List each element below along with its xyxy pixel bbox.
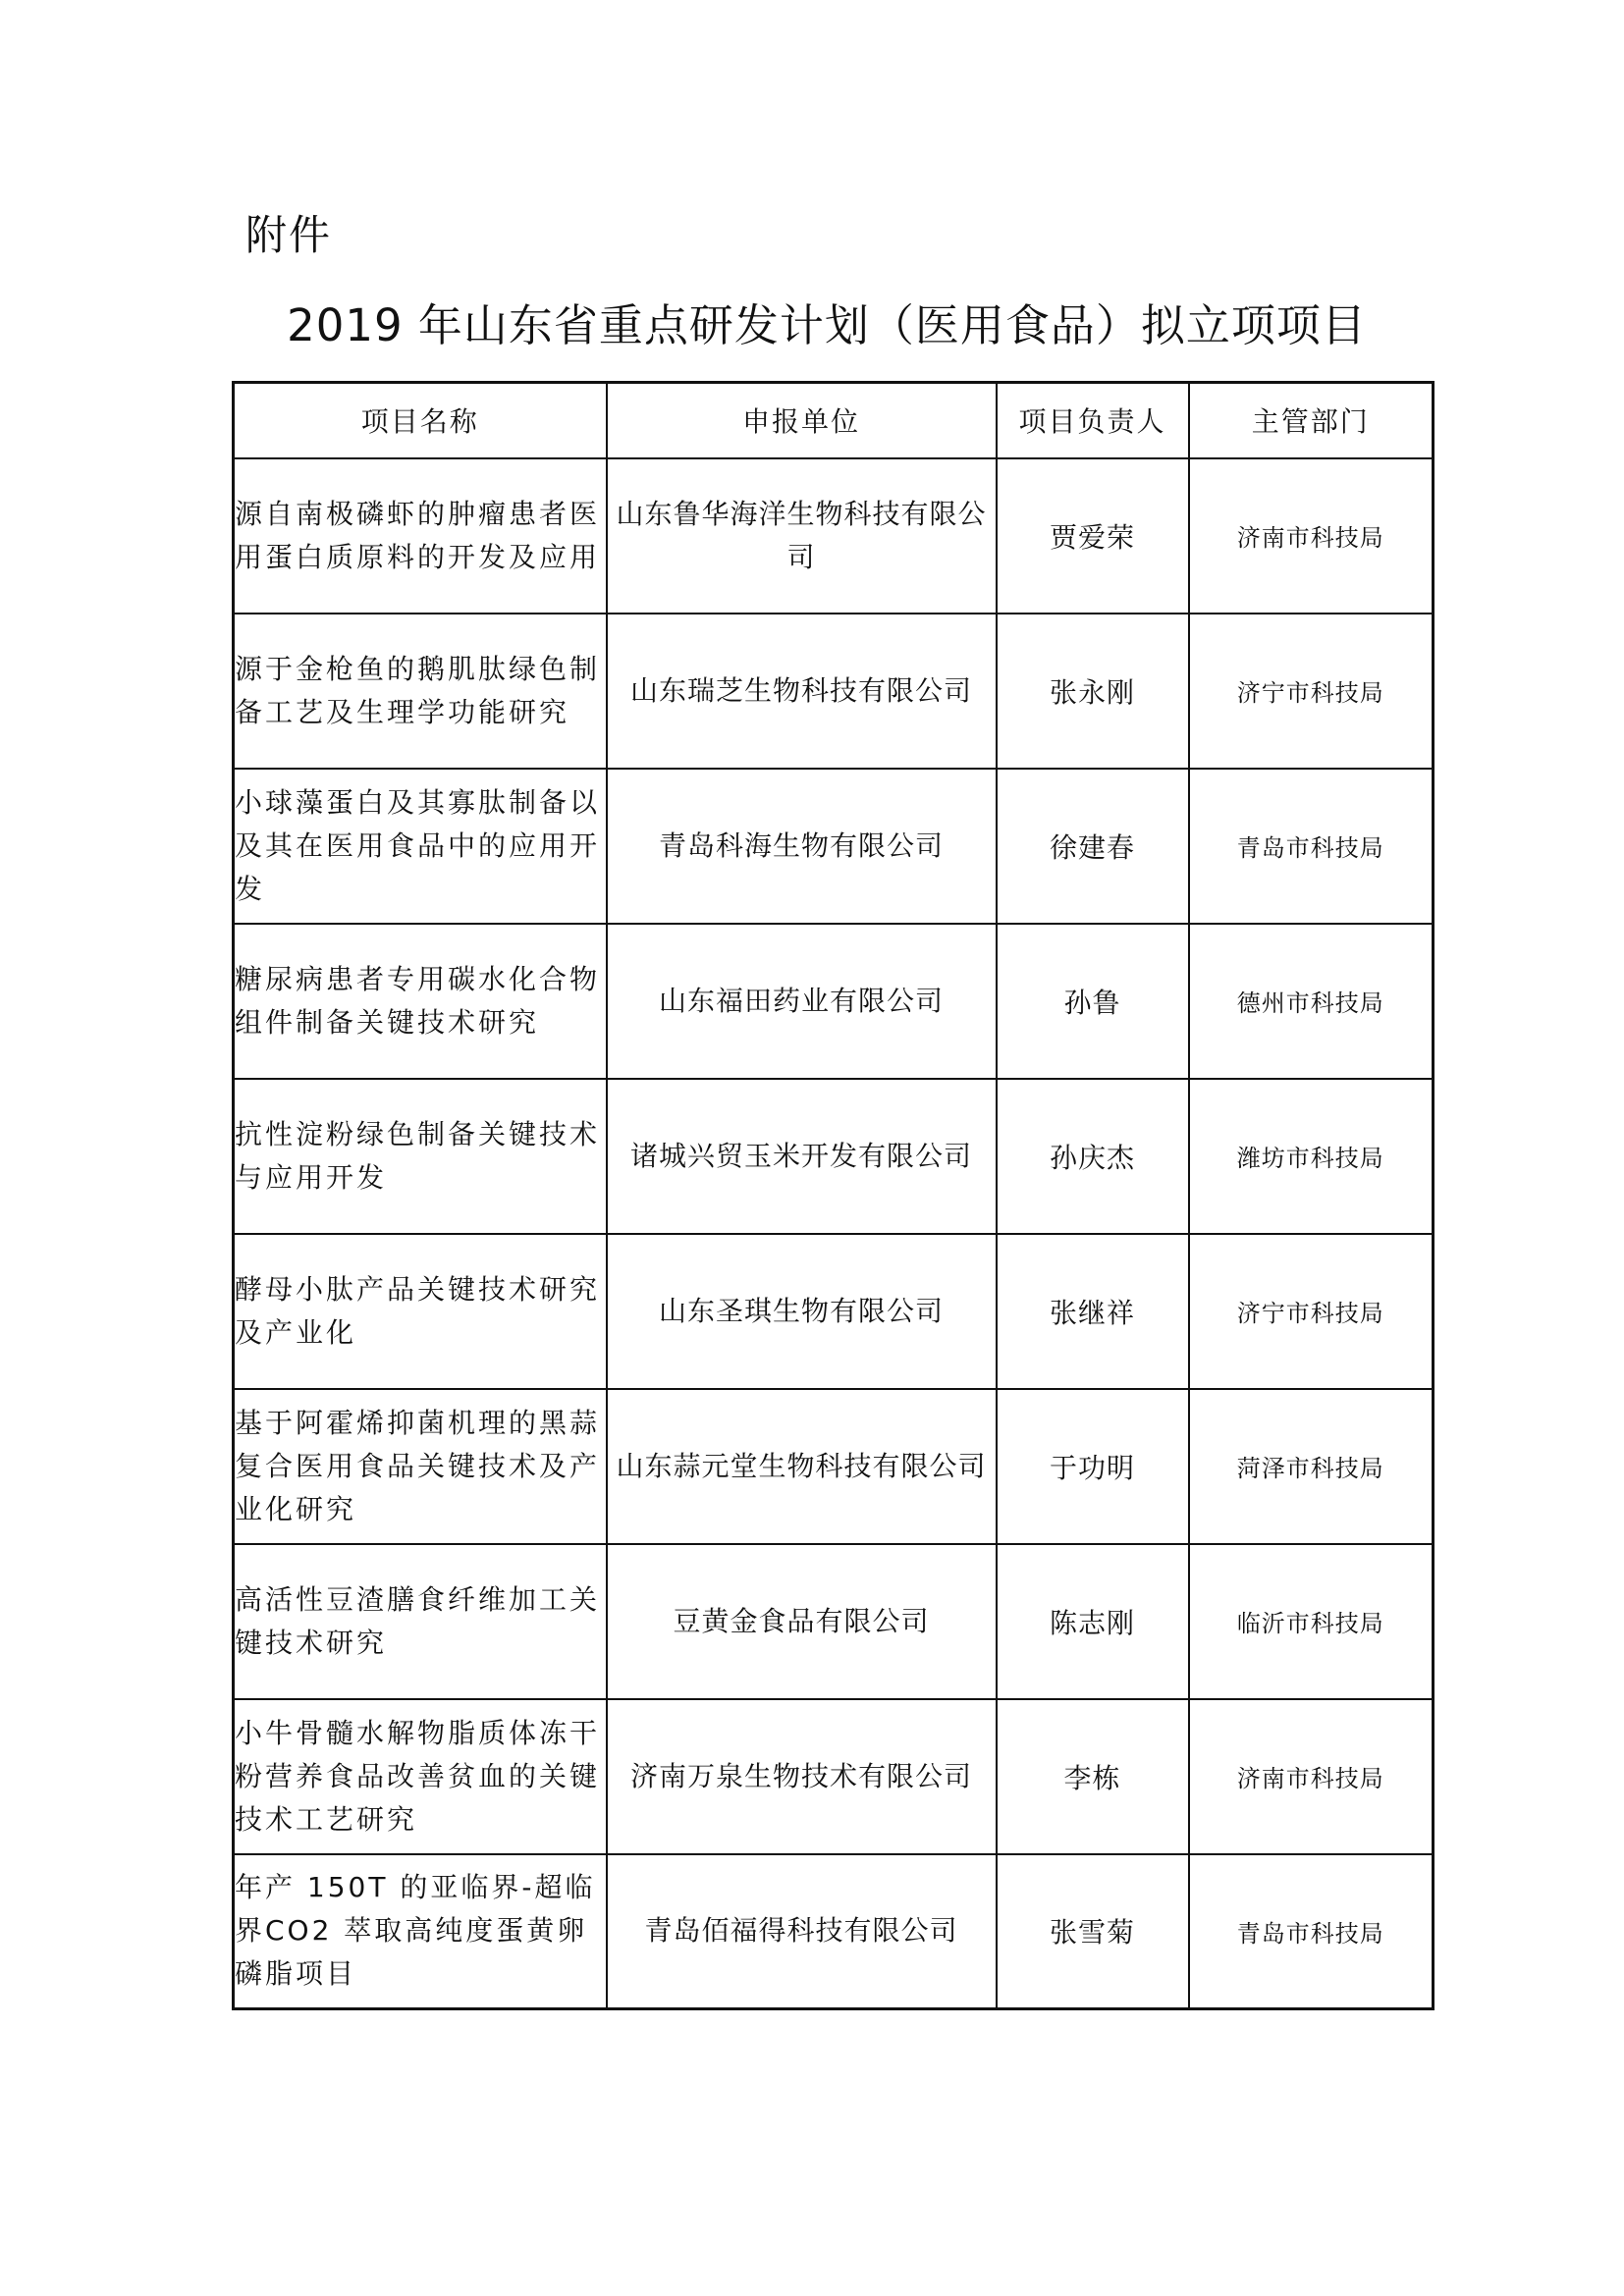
project-name-cell: 小牛骨髓水解物脂质体冻干粉营养食品改善贫血的关键技术工艺研究 — [234, 1699, 607, 1854]
table-row — [234, 769, 1434, 924]
project-lead-cell: 张永刚 — [997, 614, 1189, 769]
table-row — [234, 1854, 1434, 2009]
applicant-unit-cell: 豆黄金食品有限公司 — [607, 1544, 997, 1699]
project-lead-cell: 陈志刚 — [997, 1544, 1189, 1699]
project-lead-cell: 于功明 — [997, 1389, 1189, 1544]
project-name-cell: 源于金枪鱼的鹅肌肽绿色制备工艺及生理学功能研究 — [234, 614, 607, 769]
supervising-dept-cell: 济宁市科技局 — [1189, 614, 1434, 769]
project-name-cell: 源自南极磷虾的肿瘤患者医用蛋白质原料的开发及应用 — [234, 458, 607, 614]
document-title: 2019 年山东省重点研发计划（医用食品）拟立项项目 — [287, 299, 1367, 351]
applicant-unit-cell: 济南万泉生物技术有限公司 — [607, 1699, 997, 1854]
project-lead-cell: 张继祥 — [997, 1234, 1189, 1389]
header-project-name: 项目名称 — [234, 383, 607, 458]
header-project-lead: 项目负责人 — [997, 383, 1189, 458]
project-name-cell: 高活性豆渣膳食纤维加工关键技术研究 — [234, 1544, 607, 1699]
table-body — [234, 458, 1434, 2009]
applicant-unit-cell: 山东圣琪生物有限公司 — [607, 1234, 997, 1389]
project-lead-cell: 孙庆杰 — [997, 1079, 1189, 1234]
project-lead-cell: 张雪菊 — [997, 1854, 1189, 2009]
applicant-unit-cell: 山东福田药业有限公司 — [607, 924, 997, 1079]
supervising-dept-cell: 临沂市科技局 — [1189, 1544, 1434, 1699]
supervising-dept-cell: 济南市科技局 — [1189, 1699, 1434, 1854]
project-name-cell: 年产 150T 的亚临界-超临界CO2 萃取高纯度蛋黄卵磷脂项目 — [234, 1854, 607, 2009]
table-header — [234, 383, 1434, 458]
project-name-cell: 糖尿病患者专用碳水化合物组件制备关键技术研究 — [234, 924, 607, 1079]
project-table — [232, 381, 1435, 2010]
project-lead-cell: 李栋 — [997, 1699, 1189, 1854]
header-supervising-dept: 主管部门 — [1189, 383, 1434, 458]
table-row — [234, 1544, 1434, 1699]
table-row — [234, 614, 1434, 769]
table-row — [234, 924, 1434, 1079]
supervising-dept-cell: 菏泽市科技局 — [1189, 1389, 1434, 1544]
applicant-unit-cell: 青岛科海生物有限公司 — [607, 769, 997, 924]
header-applicant-unit: 申报单位 — [607, 383, 997, 458]
applicant-unit-cell: 山东蒜元堂生物科技有限公司 — [607, 1389, 997, 1544]
project-lead-cell: 贾爱荣 — [997, 458, 1189, 614]
header-row — [234, 383, 1434, 458]
supervising-dept-cell: 济南市科技局 — [1189, 458, 1434, 614]
applicant-unit-cell: 山东瑞芝生物科技有限公司 — [607, 614, 997, 769]
project-name-cell: 酵母小肽产品关键技术研究及产业化 — [234, 1234, 607, 1389]
project-lead-cell: 徐建春 — [997, 769, 1189, 924]
project-name-cell: 基于阿霍烯抑菌机理的黑蒜复合医用食品关键技术及产业化研究 — [234, 1389, 607, 1544]
supervising-dept-cell: 青岛市科技局 — [1189, 1854, 1434, 2009]
supervising-dept-cell: 德州市科技局 — [1189, 924, 1434, 1079]
table-row — [234, 1079, 1434, 1234]
supervising-dept-cell: 青岛市科技局 — [1189, 769, 1434, 924]
attachment-label: 附件 — [245, 211, 333, 259]
supervising-dept-cell: 潍坊市科技局 — [1189, 1079, 1434, 1234]
applicant-unit-cell: 山东鲁华海洋生物科技有限公司 — [607, 458, 997, 614]
table-row — [234, 1699, 1434, 1854]
project-name-cell: 抗性淀粉绿色制备关键技术与应用开发 — [234, 1079, 607, 1234]
table-row — [234, 1234, 1434, 1389]
applicant-unit-cell: 诸城兴贸玉米开发有限公司 — [607, 1079, 997, 1234]
table-row — [234, 1389, 1434, 1544]
project-lead-cell: 孙鲁 — [997, 924, 1189, 1079]
applicant-unit-cell: 青岛佰福得科技有限公司 — [607, 1854, 997, 2009]
table-row — [234, 458, 1434, 614]
project-name-cell: 小球藻蛋白及其寡肽制备以及其在医用食品中的应用开发 — [234, 769, 607, 924]
supervising-dept-cell: 济宁市科技局 — [1189, 1234, 1434, 1389]
